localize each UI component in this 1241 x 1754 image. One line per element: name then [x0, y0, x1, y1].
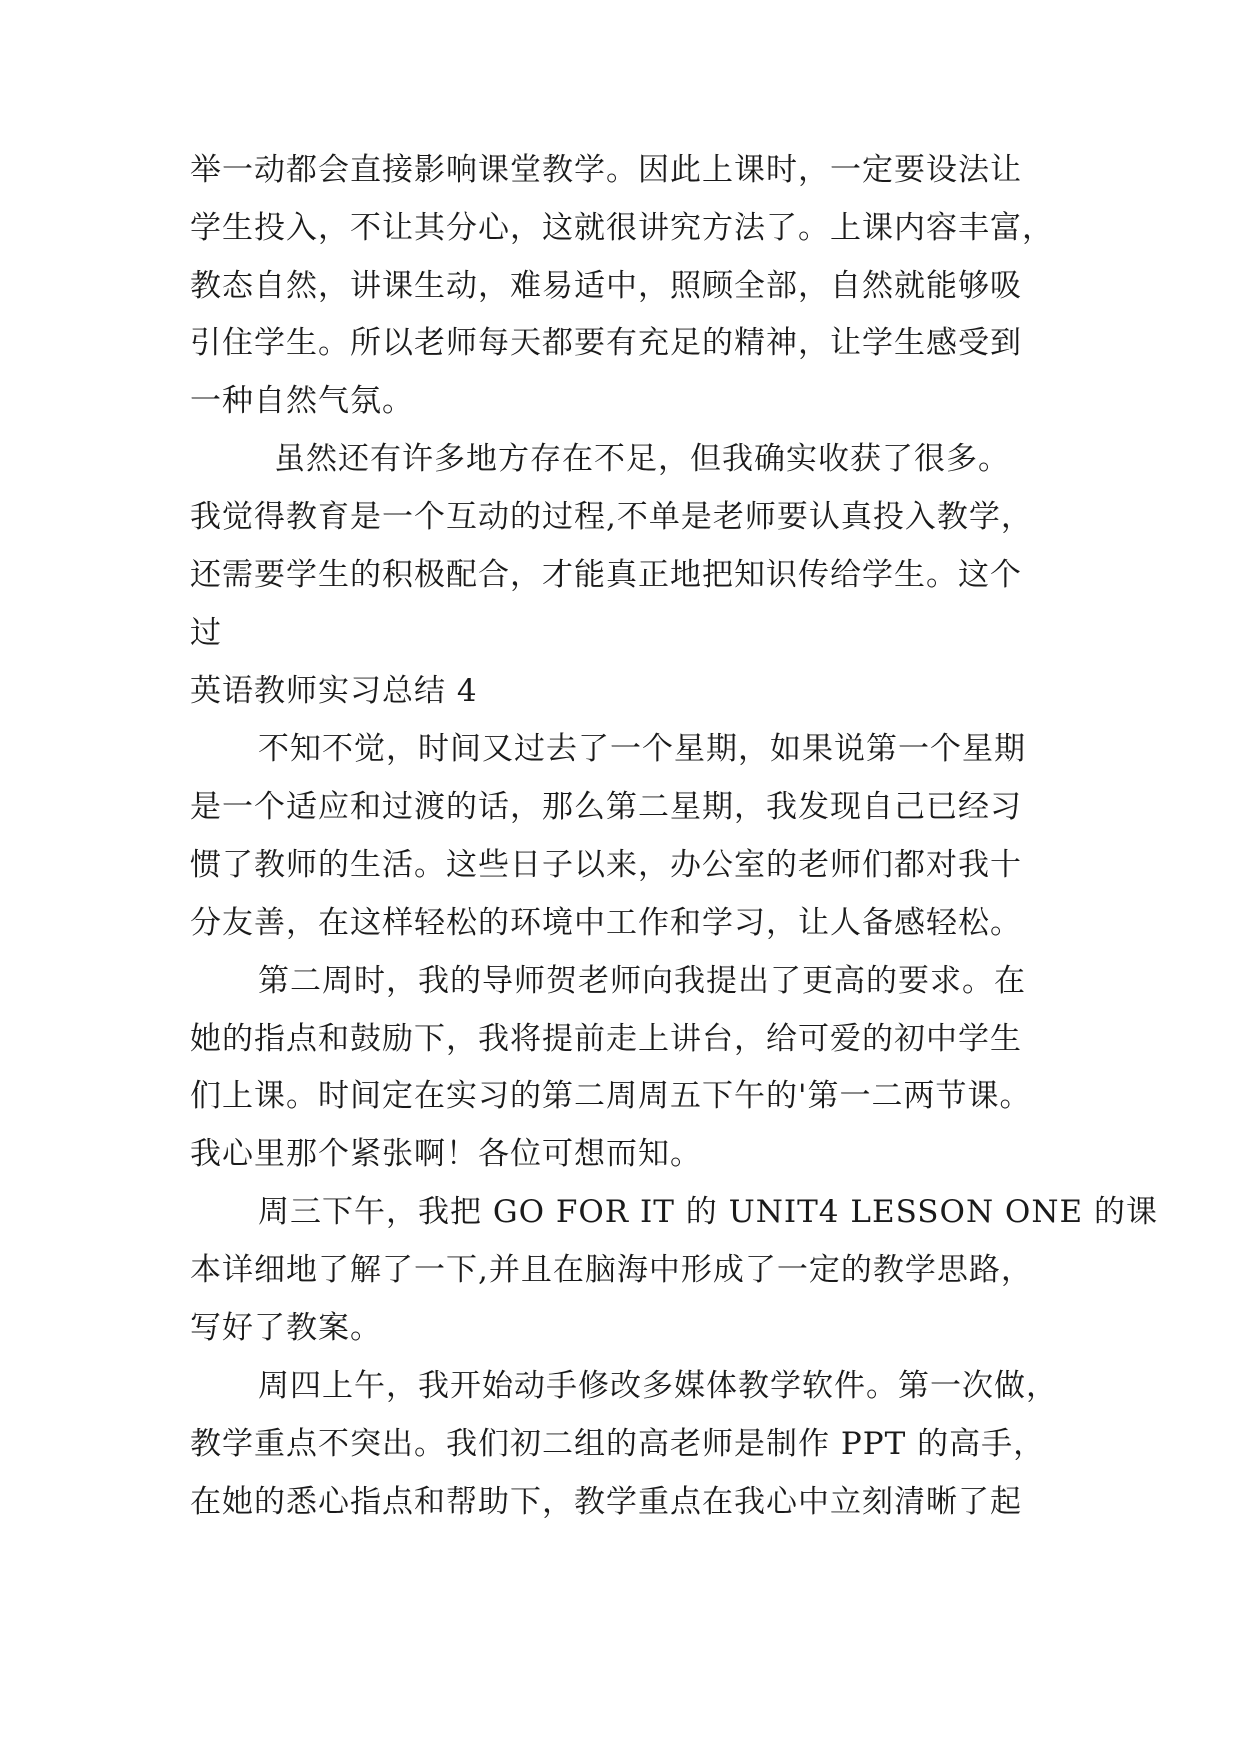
text-line: 第二周时，我的导师贺老师向我提出了更高的要求。在 — [258, 963, 1026, 999]
text-line: 举一动都会直接影响课堂教学。因此上课时，一定要设法让 — [190, 152, 1022, 188]
section-heading: 英语教师实习总结 4 — [190, 673, 478, 709]
text-line: 她的指点和鼓励下，我将提前走上讲台，给可爱的初中学生 — [190, 1021, 1022, 1057]
text-line: 教学重点不突出。我们初二组的高老师是制作 PPT 的高手， — [190, 1426, 1046, 1462]
text-line: 是一个适应和过渡的话，那么第二星期，我发现自己已经习 — [190, 789, 1022, 825]
text-line: 引住学生。所以老师每天都要有充足的精神，让学生感受到 — [190, 325, 1022, 361]
text-line: 虽然还有许多地方存在不足，但我确实收获了很多。 — [274, 441, 1010, 477]
text-line: 们上课。时间定在实习的第二周周五下午的'第一二两节课。 — [190, 1078, 1032, 1114]
text-line: 过 — [190, 615, 222, 651]
text-line: 周四上午，我开始动手修改多媒体教学软件。第一次做， — [258, 1368, 1058, 1404]
text-line: 学生投入，不让其分心，这就很讲究方法了。上课内容丰富， — [190, 210, 1054, 246]
text-line: 不知不觉，时间又过去了一个星期，如果说第一个星期 — [258, 731, 1026, 767]
text-line: 我心里那个紧张啊！各位可想而知。 — [190, 1136, 702, 1172]
text-line: 惯了教师的生活。这些日子以来，办公室的老师们都对我十 — [190, 847, 1022, 883]
text-line: 还需要学生的积极配合，才能真正地把知识传给学生。这个 — [190, 557, 1022, 593]
text-line: 一种自然气氛。 — [190, 383, 414, 419]
text-line: 我觉得教育是一个互动的过程,不单是老师要认真投入教学， — [190, 499, 1033, 535]
text-line: 分友善，在这样轻松的环境中工作和学习，让人备感轻松。 — [190, 905, 1022, 941]
text-line: 在她的悉心指点和帮助下，教学重点在我心中立刻清晰了起 — [190, 1484, 1022, 1520]
text-line: 本详细地了解了一下,并且在脑海中形成了一定的教学思路， — [190, 1252, 1033, 1288]
text-line: 教态自然，讲课生动，难易适中，照顾全部，自然就能够吸 — [190, 268, 1022, 304]
text-line: 周三下午，我把 GO FOR IT 的 UNIT4 LESSON ONE 的课 — [258, 1194, 1158, 1230]
text-line: 写好了教案。 — [190, 1310, 382, 1346]
